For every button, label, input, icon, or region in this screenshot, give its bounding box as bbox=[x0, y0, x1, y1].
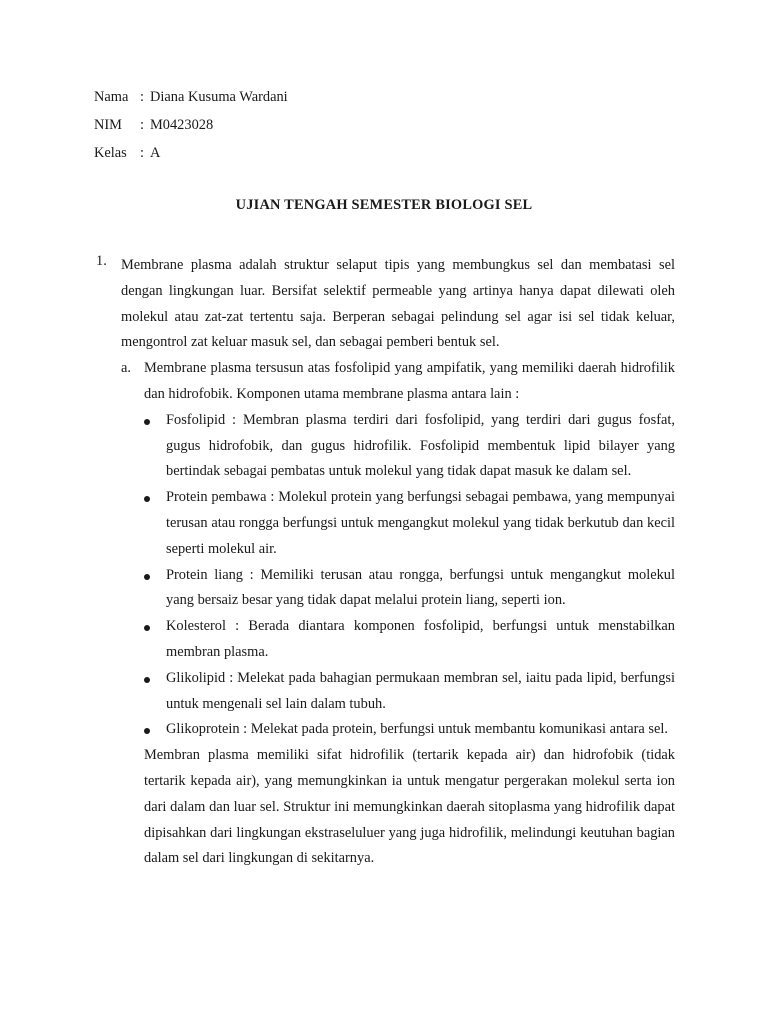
question-text: Membrane plasma adalah struktur selaput tipis yang membungkus sel dan membatasi sel dengan lingkungan luar. Bersifat selektif permeable yang artinya hanya dapat dilewati oleh molekul atau zat-zat tertentu saja. Berperan sebagai pelindung sel agar isi sel tidak keluar, mengontrol zat keluar masuk sel, dan sebagai pemberi bentuk sel. bbox=[121, 257, 675, 351]
page-title: UJIAN TENGAH SEMESTER BIOLOGI SEL bbox=[235, 197, 533, 213]
name-row bbox=[94, 86, 288, 114]
bullet-icon bbox=[144, 625, 150, 631]
list-item bbox=[144, 563, 675, 615]
class-label: Kelas bbox=[94, 145, 127, 161]
list-item bbox=[144, 717, 675, 743]
bullet-icon bbox=[144, 574, 150, 580]
student-info bbox=[94, 86, 288, 170]
list-item-text: Kolesterol : Berada diantara komponen fosfolipid, berfungsi untuk menstabilkan membran plasma. bbox=[166, 618, 675, 660]
sub-question-a bbox=[121, 356, 675, 872]
class-value: A bbox=[150, 145, 161, 161]
name-separator: : bbox=[140, 89, 144, 105]
question-number: 1. bbox=[96, 253, 107, 269]
sub-question-intro: Membrane plasma tersusun atas fosfolipid yang ampifatik, yang memiliki daerah hidrofilik dan hidrofobik. Komponen utama membrane plasma antara lain : bbox=[144, 360, 675, 402]
class-row bbox=[94, 142, 288, 170]
nim-separator: : bbox=[140, 117, 144, 133]
list-item-text: Protein pembawa : Molekul protein yang berfungsi sebagai pembawa, yang mempunyai terusan atau rongga berfungsi untuk mengangkut molekul yang tidak berkutub dan kecil seperti molekul air. bbox=[166, 489, 675, 557]
bullet-icon bbox=[144, 496, 150, 502]
closing-paragraph: Membran plasma memiliki sifat hidrofilik (tertarik kepada air) dan hidrofobik (tidak tertarik kepada air), yang memungkinkan ia untuk mengatur pergerakan molekul serta ion dari dalam dan luar sel. Struktur ini memungkinkan daerah sitoplasma yang hidrofilik dapat dipisahkan dari lingkungan ekstraseluluer yang juga hidrofilik, melindungi keutuhan bagian dalam sel dari lingkungan di sekitarnya. bbox=[144, 747, 675, 867]
list-item-text: Protein liang : Memiliki terusan atau rongga, berfungsi untuk mengangkut molekul yang bersaiz besar yang tidak dapat melalui protein liang, seperti ion. bbox=[166, 566, 675, 609]
question-body bbox=[121, 253, 675, 872]
bullet-icon bbox=[144, 728, 150, 734]
list-item-text: Glikolipid : Melekat pada bahagian permukaan membran sel, iaitu pada lipid, berfungsi untuk mengenali sel lain dalam tubuh. bbox=[166, 669, 675, 712]
nim-label: NIM bbox=[94, 117, 122, 133]
name-value: Diana Kusuma Wardani bbox=[150, 89, 288, 105]
question-1 bbox=[96, 253, 675, 872]
bullet-icon bbox=[144, 677, 150, 683]
name-label: Nama bbox=[94, 89, 129, 105]
list-item bbox=[144, 408, 675, 485]
list-item-text: Fosfolipid : Membran plasma terdiri dari fosfolipid, yang terdiri dari gugus fosfat, gugus hidrofobik, dan gugus hidrofilik. Fosfolipid membentuk lipid bilayer yang bertindak sebagai pembatas untuk molekul yang tidak dapat masuk ke dalam sel. bbox=[166, 411, 675, 480]
list-item bbox=[144, 485, 675, 562]
nim-row bbox=[94, 114, 288, 142]
class-separator: : bbox=[140, 145, 144, 161]
list-item-text: Glikoprotein : Melekat pada protein, berfungsi untuk membantu komunikasi antara sel. bbox=[166, 721, 668, 738]
list-item bbox=[144, 614, 675, 666]
list-item bbox=[144, 666, 675, 718]
component-list-wrap bbox=[144, 408, 675, 743]
bullet-icon bbox=[144, 419, 150, 425]
sub-question-letter: a. bbox=[121, 360, 131, 377]
component-list bbox=[144, 408, 675, 743]
nim-value: M0423028 bbox=[150, 117, 214, 133]
